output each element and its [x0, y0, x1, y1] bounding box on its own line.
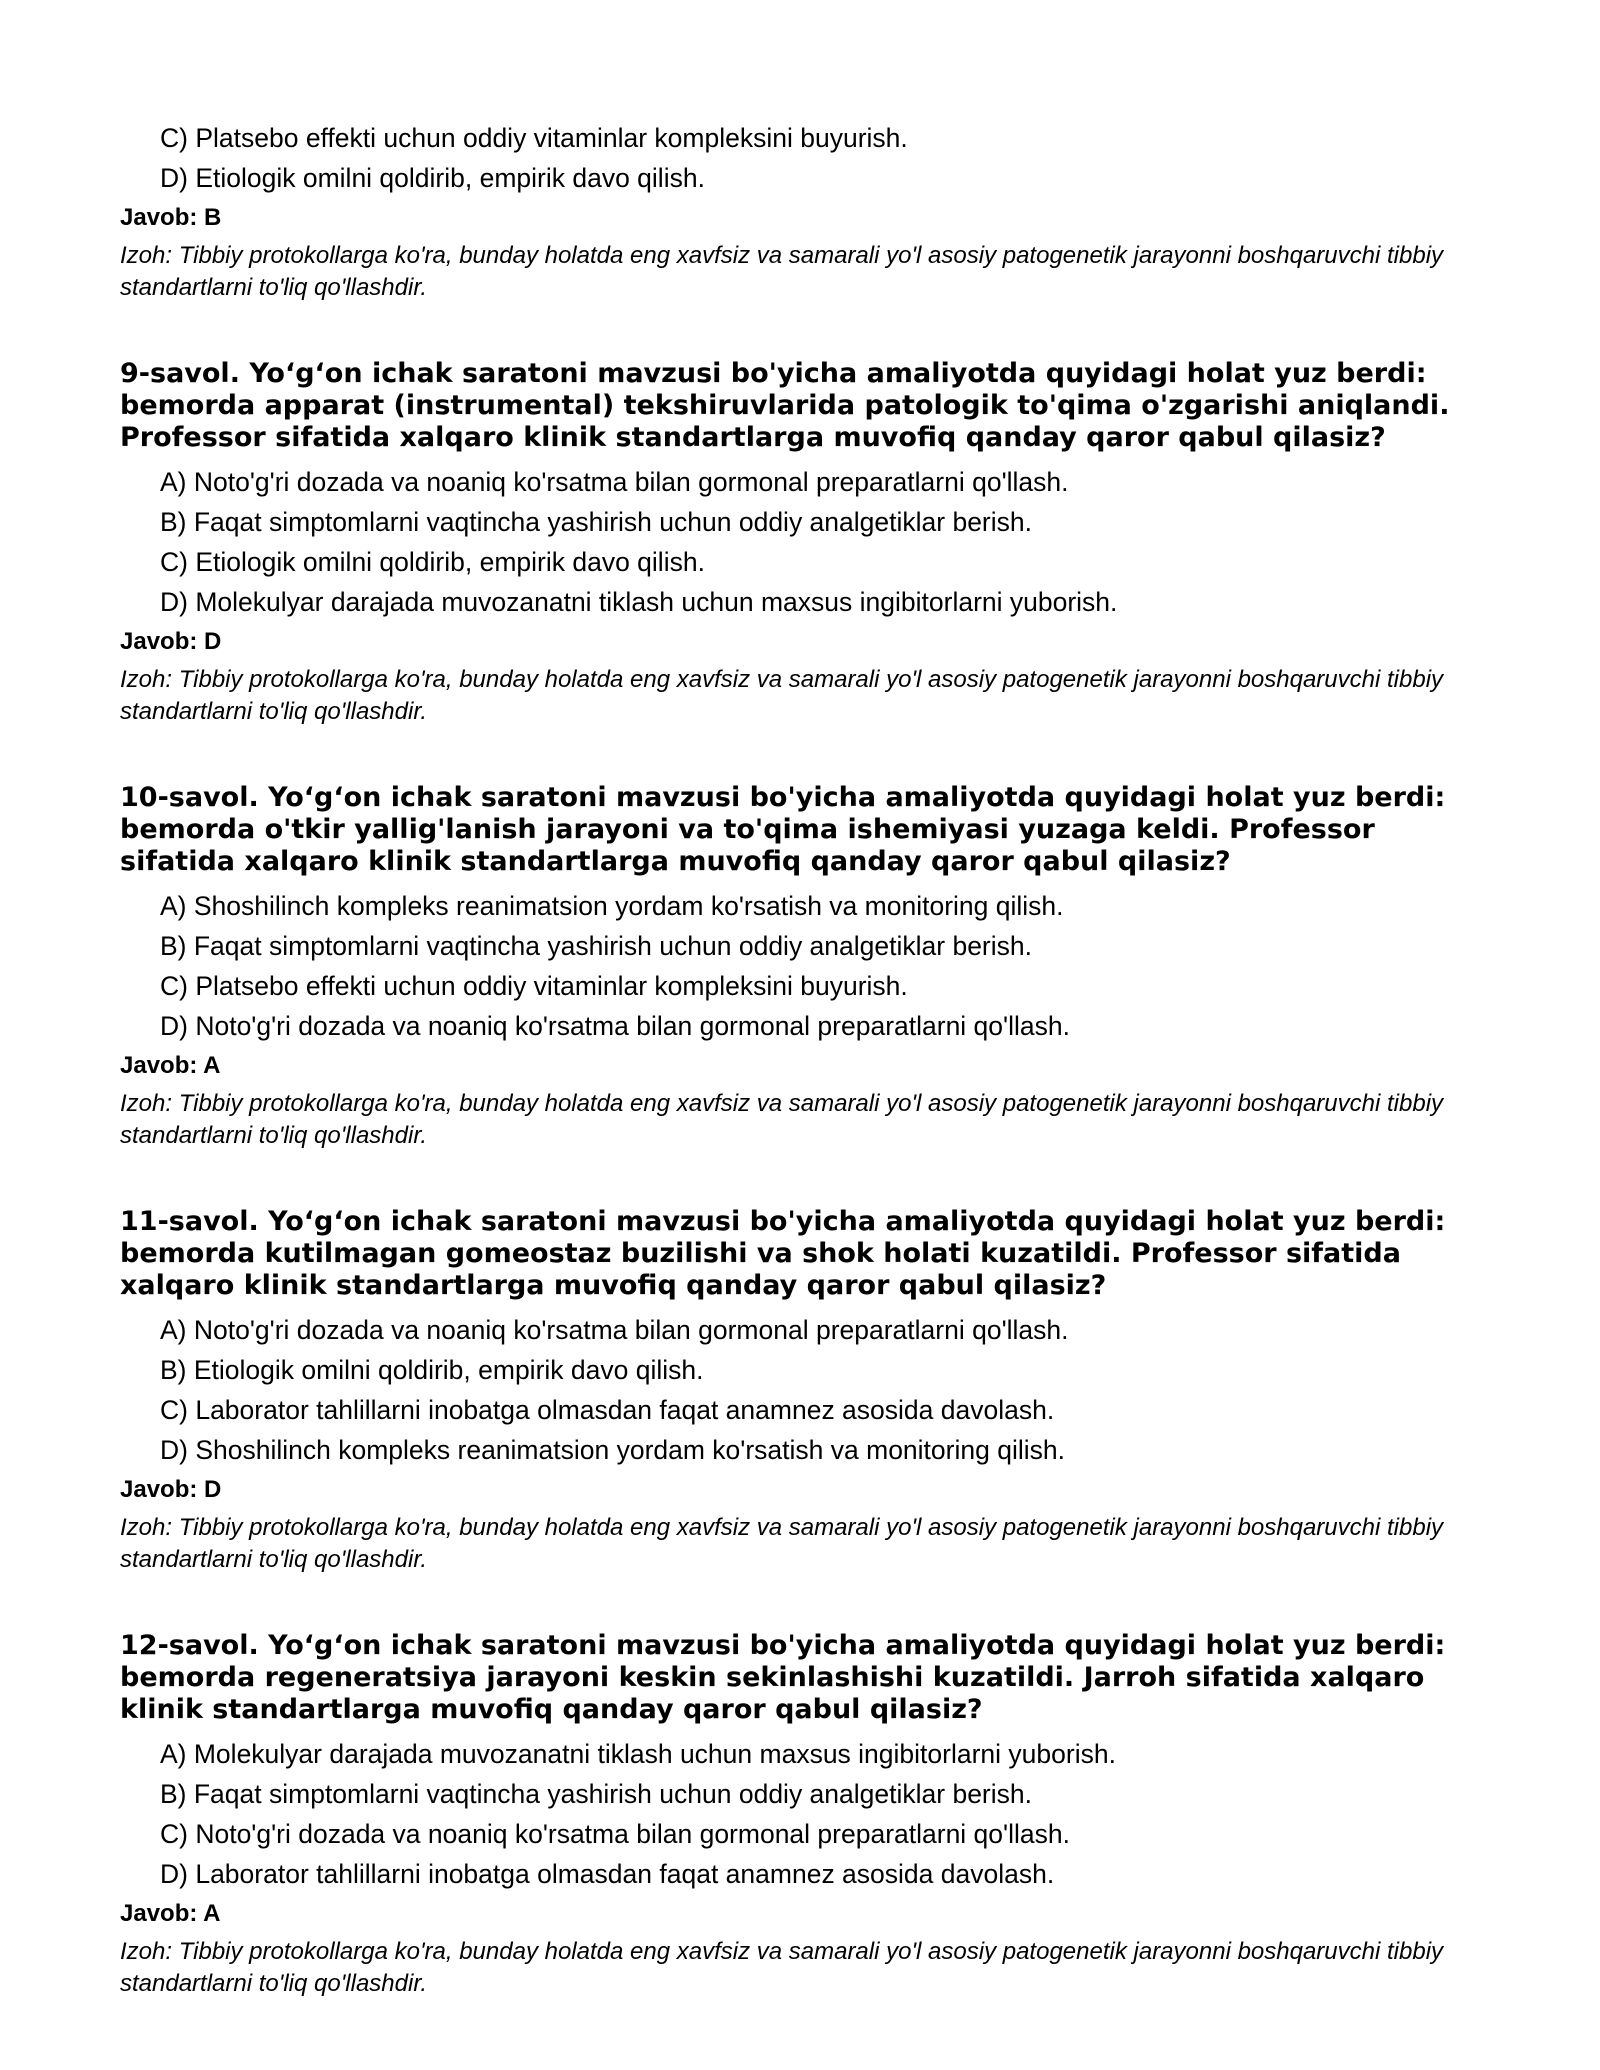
option-c: C) Laborator tahlillarni inobatga olmasdan faqat anamnez asosida davolash. — [160, 1395, 1055, 1425]
explanation-note: Izoh: Tibbiy protokollarga ko'ra, bunday holatda eng xavfsiz va samarali yo'l asosiy patogenetik jarayonni boshqaruvchi tibbiy standartlarni to'liq qo'llashdir. — [120, 1514, 1444, 1573]
option-d: D) Laborator tahlillarni inobatga olmasdan faqat anamnez asosida davolash. — [160, 1859, 1055, 1889]
option-d: D) Molekulyar darajada muvozanatni tiklash uchun maxsus ingibitorlarni yuborish. — [160, 587, 1118, 617]
question-text: 9-savol. Yo‘g‘on ichak saratoni mavzusi bo'yicha amaliyotda quyidagi holat yuz berdi: bemorda apparat (instrumental) tekshiruvlarida patologik to'qima o'zgarishi aniqlandi. Professor sifatida xalqaro klinik standartlarga muvofiq qanday qaror qabul qilasiz? — [120, 358, 1450, 453]
option-c: C) Platsebo effekti uchun oddiy vitaminlar kompleksini buyurish. — [160, 123, 908, 153]
answer-label: Javob: B — [120, 204, 222, 231]
option-a: A) Noto'g'ri dozada va noaniq ko'rsatma bilan gormonal preparatlarni qo'llash. — [160, 467, 1069, 497]
answer-label: Javob: A — [120, 1900, 221, 1927]
question-11 — [120, 1206, 1460, 1576]
question-text: 10-savol. Yo‘g‘on ichak saratoni mavzusi bo'yicha amaliyotda quyidagi holat yuz berdi: bemorda o'tkir yallig'lanish jarayoni va to'qima ishemiyasi yuzaga keldi. Professor sifatida xalqaro klinik standartlarga muvofiq qanday qaror qabul qilasiz? — [120, 782, 1446, 877]
option-d: D) Shoshilinch kompleks reanimatsion yordam ko'rsatish va monitoring qilish. — [160, 1435, 1065, 1465]
answer-label: Javob: A — [120, 1052, 221, 1079]
question-10 — [120, 782, 1460, 1152]
option-b: B) Faqat simptomlarni vaqtincha yashirish uchun oddiy analgetiklar berish. — [160, 1779, 1032, 1809]
option-c: C) Etiologik omilni qoldirib, empirik davo qilish. — [160, 547, 705, 577]
answer-label: Javob: D — [120, 628, 222, 655]
question-9 — [120, 358, 1460, 728]
option-a: A) Noto'g'ri dozada va noaniq ko'rsatma bilan gormonal preparatlarni qo'llash. — [160, 1315, 1069, 1345]
option-b: B) Etiologik omilni qoldirib, empirik davo qilish. — [160, 1355, 704, 1385]
explanation-note: Izoh: Tibbiy protokollarga ko'ra, bunday holatda eng xavfsiz va samarali yo'l asosiy patogenetik jarayonni boshqaruvchi tibbiy standartlarni to'liq qo'llashdir. — [120, 1090, 1444, 1149]
question-text: 11-savol. Yo‘g‘on ichak saratoni mavzusi bo'yicha amaliyotda quyidagi holat yuz berdi: bemorda kutilmagan gomeostaz buzilishi va shok holati kuzatildi. Professor sifatida xalqaro klinik standartlarga muvofiq qanday qaror qabul qilasiz? — [120, 1206, 1446, 1301]
option-a: A) Shoshilinch kompleks reanimatsion yordam ko'rsatish va monitoring qilish. — [160, 891, 1064, 921]
question-text: 12-savol. Yo‘g‘on ichak saratoni mavzusi bo'yicha amaliyotda quyidagi holat yuz berdi: bemorda regeneratsiya jarayoni keskin sekinlashishi kuzatildi. Jarroh sifatida xalqaro klinik standartlarga muvofiq qanday qaror qabul qilasiz? — [120, 1630, 1446, 1725]
answer-label: Javob: D — [120, 1476, 222, 1503]
option-d: D) Noto'g'ri dozada va noaniq ko'rsatma bilan gormonal preparatlarni qo'llash. — [160, 1011, 1070, 1041]
explanation-note: Izoh: Tibbiy protokollarga ko'ra, bunday holatda eng xavfsiz va samarali yo'l asosiy patogenetik jarayonni boshqaruvchi tibbiy standartlarni to'liq qo'llashdir. — [120, 1938, 1444, 1997]
explanation-note: Izoh: Tibbiy protokollarga ko'ra, bunday holatda eng xavfsiz va samarali yo'l asosiy patogenetik jarayonni boshqaruvchi tibbiy standartlarni to'liq qo'llashdir. — [120, 666, 1444, 725]
option-d: D) Etiologik omilni qoldirib, empirik davo qilish. — [160, 163, 705, 193]
question-8-tail — [120, 118, 1460, 304]
option-b: B) Faqat simptomlarni vaqtincha yashirish uchun oddiy analgetiklar berish. — [160, 507, 1032, 537]
option-a: A) Molekulyar darajada muvozanatni tiklash uchun maxsus ingibitorlarni yuborish. — [160, 1739, 1116, 1769]
explanation-note: Izoh: Tibbiy protokollarga ko'ra, bunday holatda eng xavfsiz va samarali yo'l asosiy patogenetik jarayonni boshqaruvchi tibbiy standartlarni to'liq qo'llashdir. — [120, 242, 1444, 301]
option-c: C) Platsebo effekti uchun oddiy vitaminlar kompleksini buyurish. — [160, 971, 908, 1001]
option-c: C) Noto'g'ri dozada va noaniq ko'rsatma bilan gormonal preparatlarni qo'llash. — [160, 1819, 1070, 1849]
question-12 — [120, 1630, 1460, 2000]
option-b: B) Faqat simptomlarni vaqtincha yashirish uchun oddiy analgetiklar berish. — [160, 931, 1032, 961]
document-page — [120, 118, 1460, 2000]
